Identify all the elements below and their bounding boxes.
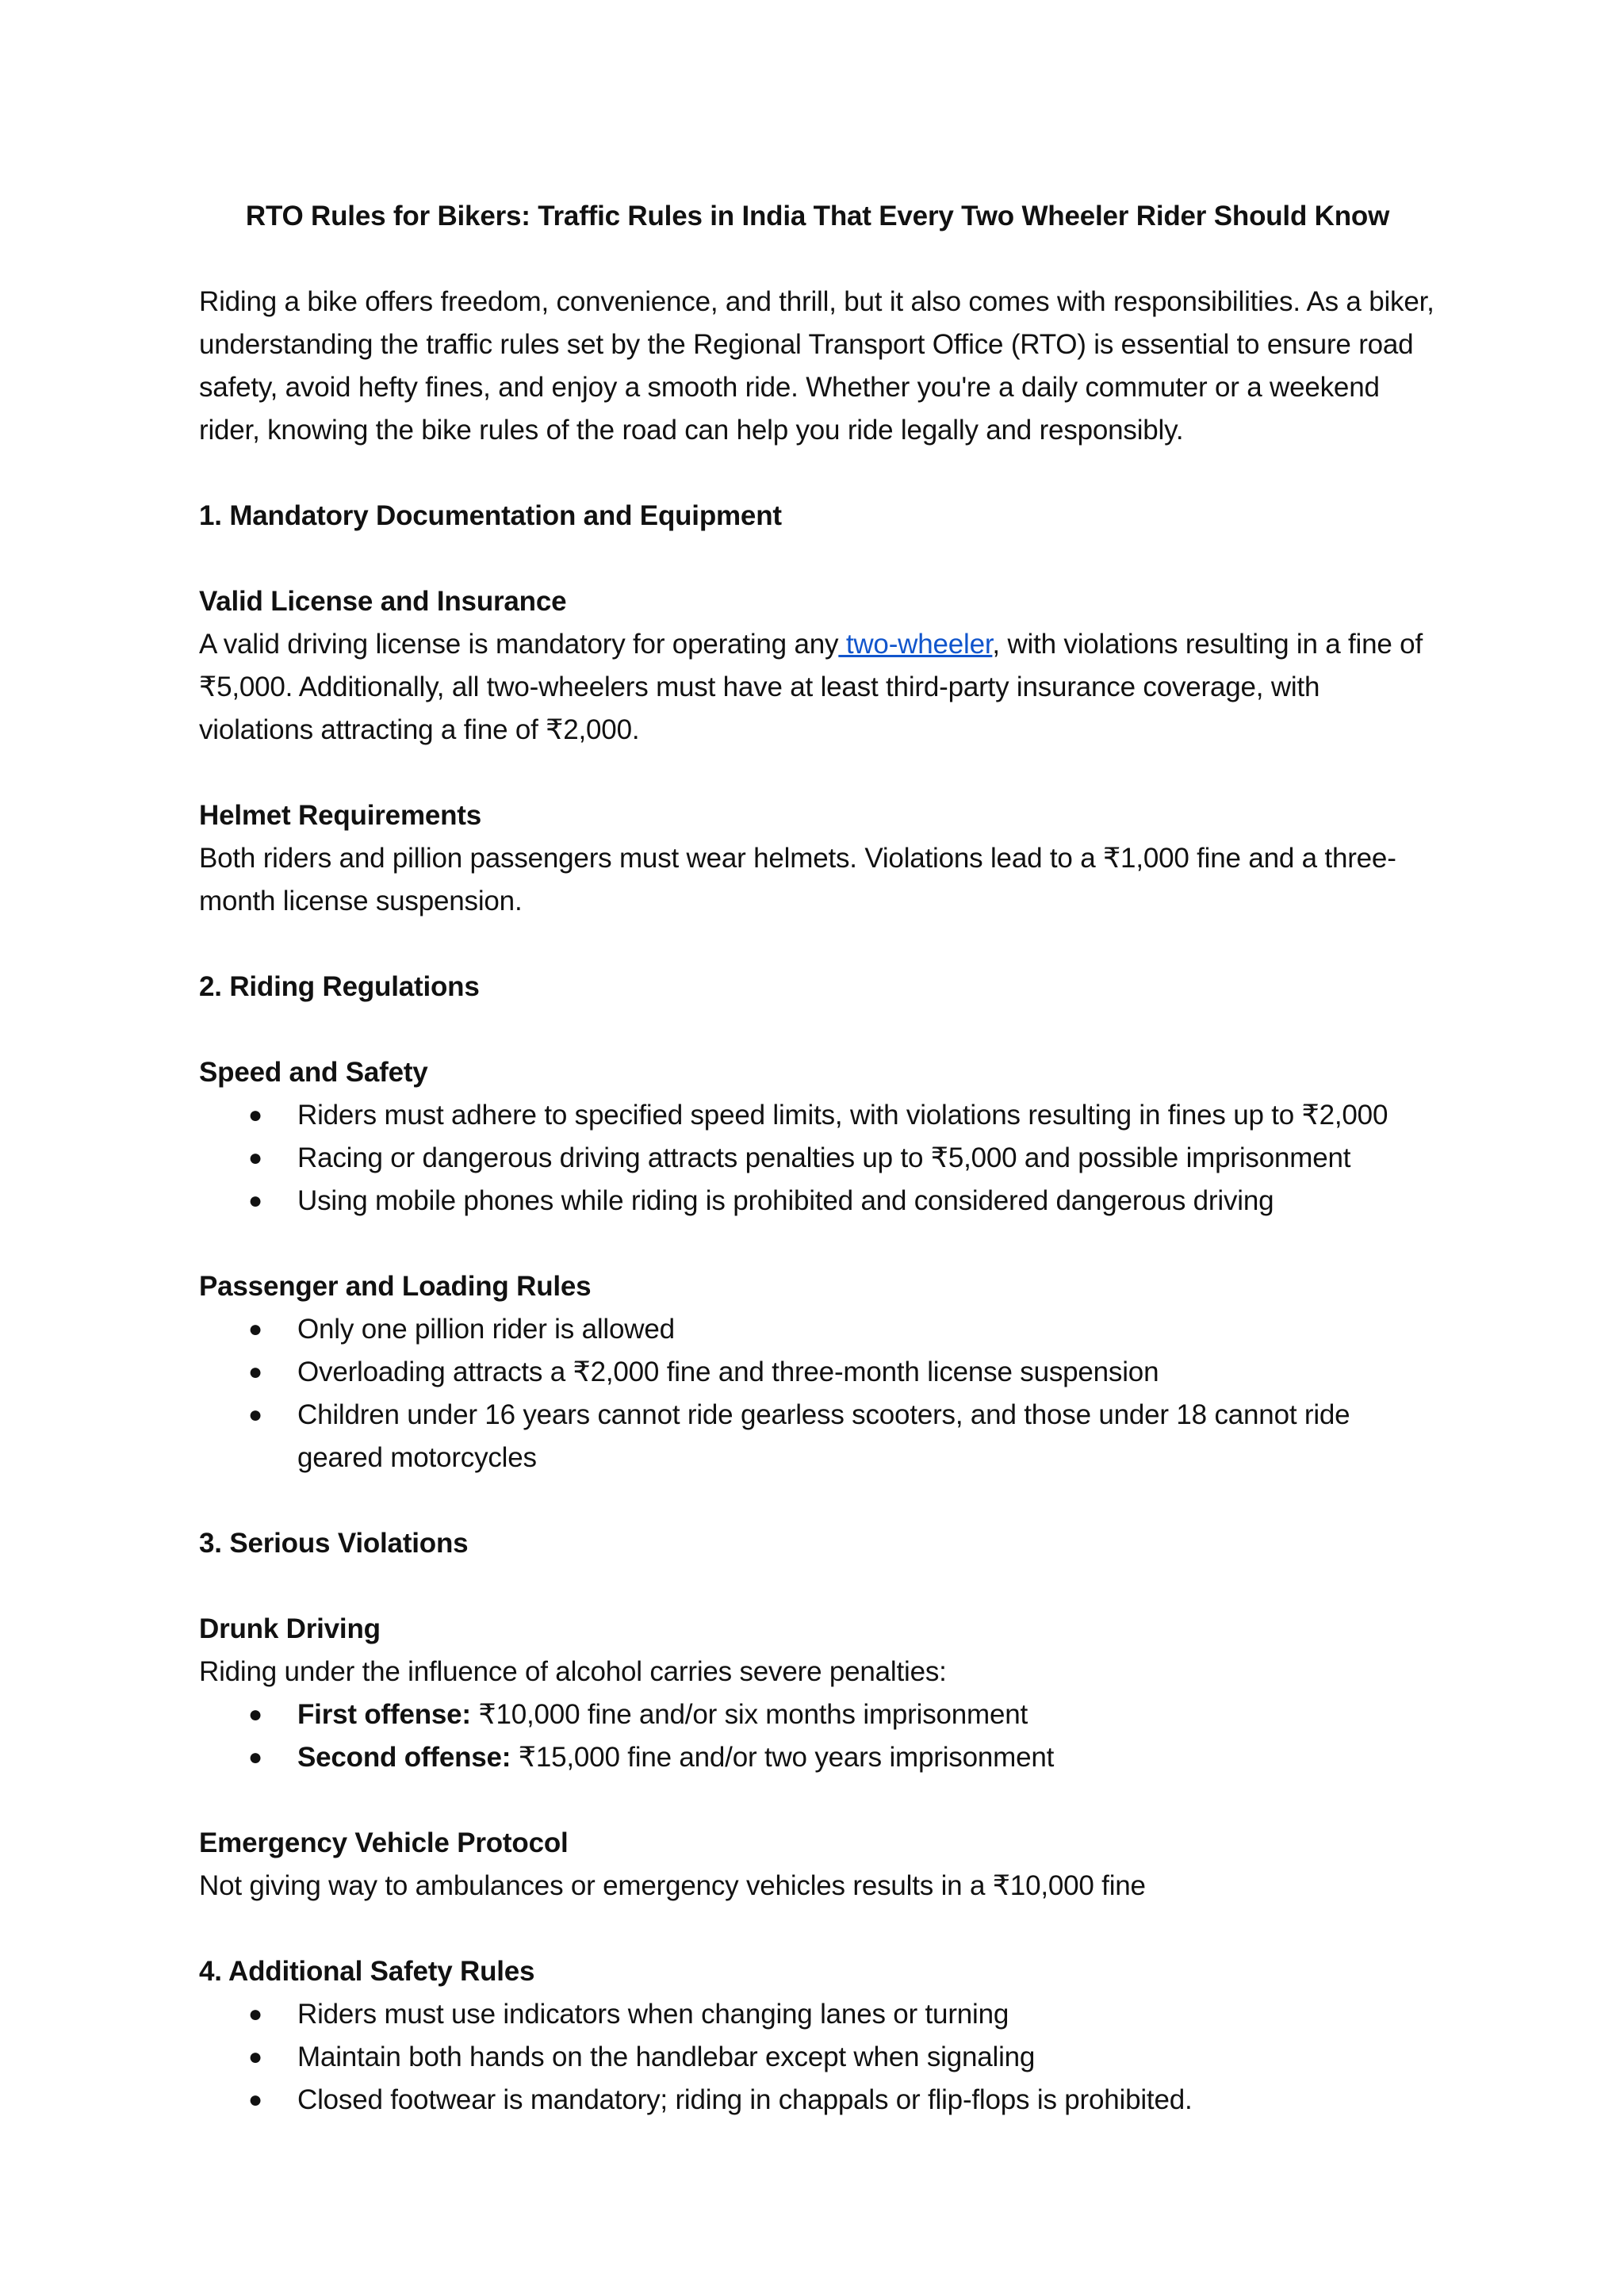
helmet-heading: Helmet Requirements — [199, 800, 482, 831]
drunk-driving-intro: Riding under the influence of alcohol carries severe penalties: — [199, 1656, 947, 1687]
license-text-before: A valid driving license is mandatory for operating any — [199, 629, 839, 660]
second-offense-label: Second offense: — [297, 1742, 511, 1773]
list-item-text: Children under 16 years cannot ride gearless scooters, and those under 18 cannot ride geared motorcycles — [297, 1399, 1350, 1473]
bullet-icon: ● — [248, 1402, 262, 1428]
list-item — [199, 1693, 1436, 1736]
helmet-paragraph: Both riders and pillion passengers must wear helmets. Violations lead to a ₹1,000 fine and a three-month license suspension. — [199, 843, 1396, 916]
bullet-icon: ● — [248, 2044, 262, 2070]
passenger-list — [199, 1308, 1436, 1479]
list-item — [199, 1736, 1436, 1779]
list-item — [199, 1137, 1436, 1180]
intro-paragraph: Riding a bike offers freedom, convenience, and thrill, but it also comes with responsibilities. As a biker, understanding the traffic rules set by the Regional Transport Office (RTO) is essential to ensure road safety, avoid hefty fines, and enjoy a smooth ride. Whether you're a daily commuter or a weekend rider, knowing the bike rules of the road can help you ride legally and responsibly. — [199, 286, 1434, 446]
first-offense-label: First offense: — [297, 1699, 471, 1730]
bullet-icon: ● — [248, 1188, 262, 1214]
speed-list — [199, 1094, 1436, 1223]
speed-heading: Speed and Safety — [199, 1057, 428, 1088]
bullet-icon: ● — [248, 1316, 262, 1342]
first-offense-text: ₹10,000 fine and/or six months imprisonment — [470, 1699, 1028, 1730]
bullet-icon: ● — [248, 1359, 262, 1385]
license-heading: Valid License and Insurance — [199, 586, 567, 617]
additional-safety-list — [199, 1993, 1436, 2122]
license-paragraph — [199, 623, 1436, 752]
bullet-icon: ● — [248, 1102, 262, 1128]
list-item — [199, 2079, 1436, 2122]
list-item — [199, 1394, 1436, 1479]
list-item-text: Racing or dangerous driving attracts penalties up to ₹5,000 and possible imprisonment — [297, 1142, 1351, 1173]
list-item — [199, 2036, 1436, 2079]
passenger-heading: Passenger and Loading Rules — [199, 1271, 592, 1302]
list-item — [199, 1993, 1436, 2036]
list-item-text: Maintain both hands on the handlebar except when signaling — [297, 2042, 1036, 2072]
second-offense-text: ₹15,000 fine and/or two years imprisonment — [511, 1742, 1055, 1773]
bullet-icon: ● — [248, 2087, 262, 2113]
list-item-text: Using mobile phones while riding is prohibited and considered dangerous driving — [297, 1185, 1274, 1216]
list-item-text: Only one pillion rider is allowed — [297, 1314, 675, 1345]
bullet-icon: ● — [248, 1744, 262, 1770]
list-item-text: Riders must adhere to specified speed limits, with violations resulting in fines up to ₹2,000 — [297, 1100, 1388, 1131]
bullet-icon: ● — [248, 2001, 262, 2027]
section-2-heading: 2. Riding Regulations — [199, 971, 480, 1002]
section-3-heading: 3. Serious Violations — [199, 1528, 469, 1559]
list-item — [199, 1351, 1436, 1394]
list-item-text: Riders must use indicators when changing lanes or turning — [297, 1999, 1009, 2030]
list-item-text: Overloading attracts a ₹2,000 fine and three-month license suspension — [297, 1357, 1159, 1387]
section-1-heading: 1. Mandatory Documentation and Equipment — [199, 500, 782, 531]
list-item — [199, 1094, 1436, 1137]
document-title: RTO Rules for Bikers: Traffic Rules in India That Every Two Wheeler Rider Should Know — [245, 201, 1390, 232]
license-text-after: , with violations resulting in a fine of ₹5,000. Additionally, all two-wheelers must have at least third-party insurance coverage, with violations attracting a fine of ₹2,000. — [199, 629, 1423, 745]
two-wheeler-link[interactable]: two-wheeler — [838, 629, 993, 660]
drunk-driving-list — [199, 1693, 1436, 1779]
bullet-icon: ● — [248, 1145, 262, 1171]
list-item — [199, 1308, 1436, 1351]
emergency-heading: Emergency Vehicle Protocol — [199, 1827, 569, 1858]
drunk-driving-heading: Drunk Driving — [199, 1613, 381, 1644]
section-4-heading: 4. Additional Safety Rules — [199, 1956, 535, 1987]
list-item — [199, 1180, 1436, 1223]
bullet-icon: ● — [248, 1701, 262, 1728]
emergency-paragraph: Not giving way to ambulances or emergency vehicles results in a ₹10,000 fine — [199, 1870, 1146, 1901]
document-page — [199, 195, 1436, 2122]
list-item-text: Closed footwear is mandatory; riding in chappals or flip-flops is prohibited. — [297, 2084, 1193, 2115]
